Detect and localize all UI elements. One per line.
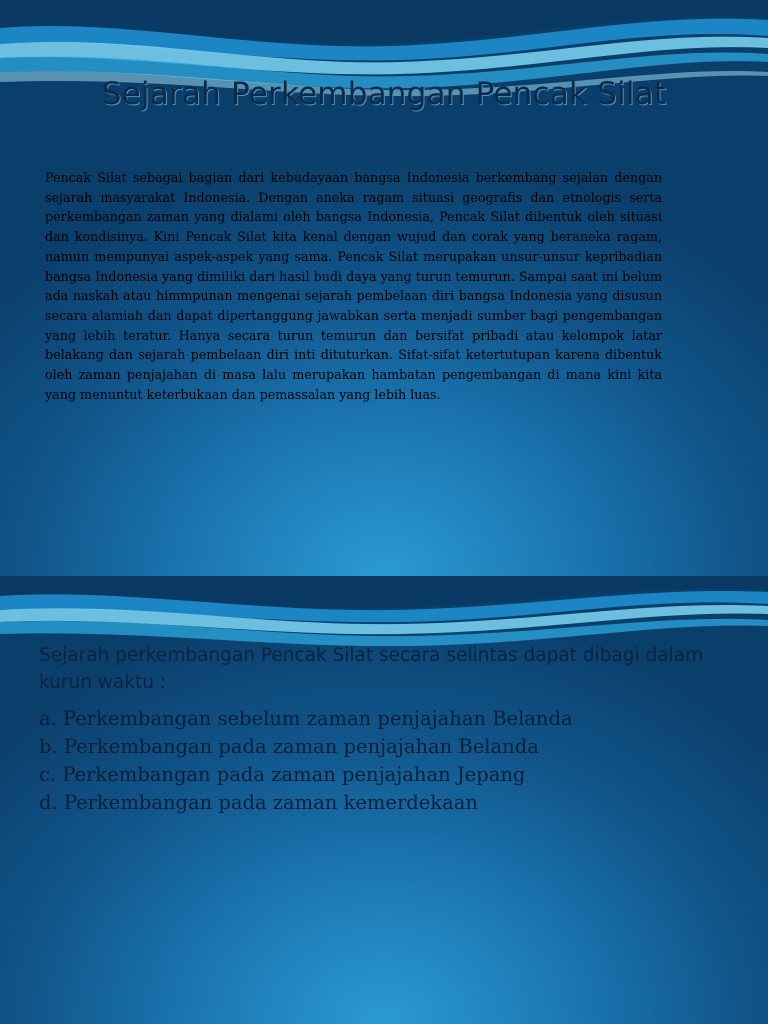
list-item: d. Perkembangan pada zaman kemerdekaan: [39, 791, 478, 814]
list-item: c. Perkembangan pada zaman penjajahan Jepang: [39, 763, 526, 786]
slide-intro: Sejarah perkembangan Pencak Silat secara selintas dapat dibagi dalam kurun waktu :: [39, 645, 704, 693]
period-list: [39, 705, 573, 817]
slide-title: Sejarah Perkembangan Pencak Silat: [101, 76, 667, 112]
slide-body-text: Pencak Silat sebagai bagian dari kebudayaan bangsa Indonesia berkembang sejalan dengan sejarah masyarakat Indonesia. Dengan aneka ragam situasi geografis dan etnologis serta perkembangan zaman yang dialami oleh bangsa Indonesia, Pencak Silat dibentuk oleh situasi dan kondisinya. Kini Pencak Silat kita kenal dengan wujud dan corak yang beraneka ragam, namun mempunyai aspek-aspek yang sama. Pencak Silat merupakan unsur-unsur kepribadian bangsa Indonesia yang dimiliki dari hasil budi daya yang turun temurun. Sampai saat ini belum ada naskah atau himmpunan mengenai sejarah pembelaan diri bangsa Indonesia yang disusun secara alamiah dan dapat dipertanggung jawabkan serta menjadi sumber bagi pengembangan yang lebih teratur. Hanya secara turun temurun dan bersifat pribadi atau kelompok latar belakang dan sejarah pembelaan diri inti dituturkan. Sifat-sifat ketertutupan karena dibentuk oleh zaman penjajahan di masa lalu merupakan hambatan pengembangan di mana kini kita yang menuntut keterbukaan dan pemassalan yang lebih luas.: [45, 170, 662, 402]
list-item: a. Perkembangan sebelum zaman penjajahan Belanda: [39, 707, 573, 730]
list-item: b. Perkembangan pada zaman penjajahan Belanda: [39, 735, 539, 758]
slide-2: [0, 576, 768, 1024]
